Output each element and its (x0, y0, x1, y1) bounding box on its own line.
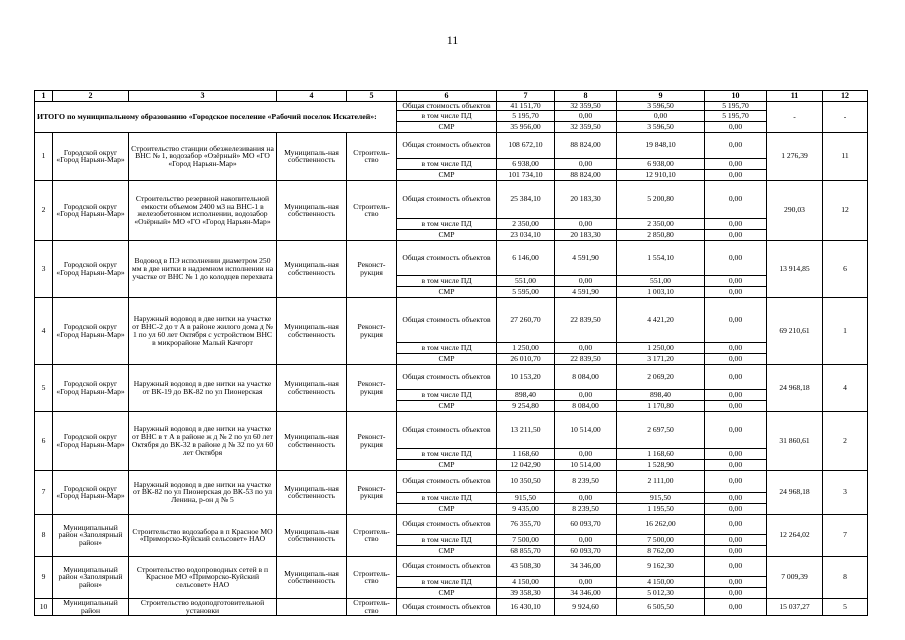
value-cell: 0,00 (705, 492, 767, 503)
value-cell: 0,00 (555, 534, 617, 545)
value-cell: 9 924,60 (555, 598, 617, 615)
column-header: 1 (35, 91, 53, 102)
table-row (35, 470, 868, 492)
value-cell: 10 350,50 (497, 470, 555, 492)
value-cell: 5 595,00 (497, 286, 555, 297)
ownership-cell: Муниципаль-ная собственность (277, 556, 347, 598)
value-cell: 0,00 (555, 342, 617, 353)
object-name-cell: Наружный водовод в две нитки на участке от ВК-82 по ул Пионерская до ВК-53 по ул Ленина, р-он д № 5 (129, 470, 277, 514)
metric-cell: Общая стоимость объектов (397, 364, 497, 389)
column-header: 9 (617, 91, 705, 102)
object-name-cell: Наружный водовод в две нитки на участке от ВНС-2 до т А в районе жилого дома д № 1 по ул 60 лет Октября с устройством ВНС в микрорайоне Малый Качгорт (129, 297, 277, 364)
value-cell: 5 200,80 (617, 180, 705, 218)
value-cell: 7 500,00 (497, 534, 555, 545)
metric-cell: СМР (397, 545, 497, 556)
value-cell: 4 421,20 (617, 297, 705, 342)
value-cell: 0,00 (705, 158, 767, 169)
metric-cell: Общая стоимость объектов (397, 470, 497, 492)
column-header-row (35, 91, 868, 102)
value-cell: 551,00 (497, 275, 555, 286)
value-cell: 0,00 (555, 389, 617, 400)
col11-cell: 24 968,18 (767, 364, 823, 411)
metric-cell: СМР (397, 286, 497, 297)
col12-cell: 12 (823, 180, 868, 240)
work-type-cell: Реконст-рукция (347, 297, 397, 364)
value-cell: 6 938,00 (497, 158, 555, 169)
value-cell: 1 168,60 (617, 448, 705, 459)
value-cell: 0,00 (555, 110, 617, 121)
value-cell: 3 596,50 (617, 121, 705, 132)
value-cell: 2 697,50 (617, 411, 705, 448)
metric-cell: Общая стоимость объектов (397, 411, 497, 448)
metric-cell: в том числе ПД (397, 110, 497, 121)
value-cell: 10 514,00 (555, 411, 617, 448)
col11-cell: 7 009,39 (767, 556, 823, 598)
district-cell: Муниципальный район «Заполярный район» (53, 514, 129, 556)
row-number: 1 (35, 132, 53, 180)
value-cell: 39 358,30 (497, 587, 555, 598)
value-cell: 12 910,10 (617, 169, 705, 180)
work-type-cell: Строитель-ство (347, 556, 397, 598)
value-cell: 8 084,00 (555, 364, 617, 389)
column-header: 4 (277, 91, 347, 102)
value-cell: 32 359,50 (555, 121, 617, 132)
value-cell: 16 262,00 (617, 514, 705, 534)
value-cell: 34 346,00 (555, 587, 617, 598)
value-cell: 0,00 (705, 400, 767, 411)
value-cell: 7 500,00 (617, 534, 705, 545)
col11-cell: 13 914,85 (767, 240, 823, 297)
ownership-cell: Муниципаль-ная собственность (277, 240, 347, 297)
district-cell: Городской округ «Город Нарьян-Мар» (53, 180, 129, 240)
value-cell: 551,00 (617, 275, 705, 286)
metric-cell: СМР (397, 121, 497, 132)
value-cell: 88 824,00 (555, 132, 617, 158)
table-row (35, 556, 868, 576)
metric-cell: СМР (397, 353, 497, 364)
value-cell: 0,00 (555, 576, 617, 587)
value-cell: 60 093,70 (555, 514, 617, 534)
row-number: 8 (35, 514, 53, 556)
value-cell: 0,00 (705, 297, 767, 342)
value-cell: 0,00 (705, 514, 767, 534)
value-cell: 108 672,10 (497, 132, 555, 158)
district-cell: Муниципальный район «Заполярный район» (53, 556, 129, 598)
value-cell: 0,00 (705, 411, 767, 448)
value-cell: 3 596,50 (617, 102, 705, 111)
value-cell: 2 350,00 (497, 218, 555, 229)
metric-cell: в том числе ПД (397, 576, 497, 587)
value-cell: 1 250,00 (497, 342, 555, 353)
metric-cell: Общая стоимость объектов (397, 556, 497, 576)
table-row (35, 297, 868, 342)
col11-cell: 15 037,27 (767, 598, 823, 615)
value-cell: 0,00 (705, 470, 767, 492)
col12-cell: 4 (823, 364, 868, 411)
district-cell: Городской округ «Город Нарьян-Мар» (53, 240, 129, 297)
value-cell: 0,00 (705, 169, 767, 180)
value-cell: 20 183,30 (555, 180, 617, 218)
value-cell: 0,00 (705, 545, 767, 556)
value-cell: 2 111,00 (617, 470, 705, 492)
value-cell: 23 034,10 (497, 229, 555, 240)
value-cell: 0,00 (705, 534, 767, 545)
value-cell: 915,50 (617, 492, 705, 503)
col12-cell: 3 (823, 470, 868, 514)
metric-cell: СМР (397, 400, 497, 411)
value-cell: 35 956,00 (497, 121, 555, 132)
metric-cell: в том числе ПД (397, 389, 497, 400)
column-header: 3 (129, 91, 277, 102)
value-cell: 4 591,90 (555, 240, 617, 275)
ownership-cell: Муниципаль-ная собственность (277, 514, 347, 556)
row-number: 9 (35, 556, 53, 598)
metric-cell: СМР (397, 587, 497, 598)
value-cell: 13 211,50 (497, 411, 555, 448)
district-cell: Городской округ «Город Нарьян-Мар» (53, 470, 129, 514)
col12-cell: - (823, 102, 868, 133)
column-header: 6 (397, 91, 497, 102)
metric-cell: Общая стоимость объектов (397, 598, 497, 615)
column-header: 5 (347, 91, 397, 102)
value-cell: 0,00 (705, 240, 767, 275)
value-cell: 22 839,50 (555, 297, 617, 342)
value-cell: 9 162,30 (617, 556, 705, 576)
object-name-cell: Водовод в ПЭ исполнении диаметром 250 мм в две нитки в надземном исполнении на участке от ВНС № 1 до колодцев перехвата (129, 240, 277, 297)
metric-cell: СМР (397, 229, 497, 240)
value-cell: 0,00 (705, 218, 767, 229)
column-header: 8 (555, 91, 617, 102)
metric-cell: Общая стоимость объектов (397, 180, 497, 218)
value-cell: 0,00 (705, 598, 767, 615)
metric-cell: в том числе ПД (397, 448, 497, 459)
col11-cell: 31 860,61 (767, 411, 823, 470)
object-name-cell: Строительство водоподготовительной установки (129, 598, 277, 615)
value-cell: 8 239,50 (555, 470, 617, 492)
table-row (35, 364, 868, 389)
value-cell: 5 012,30 (617, 587, 705, 598)
table-row (35, 240, 868, 275)
investment-table (34, 90, 868, 616)
work-type-cell: Строитель-ство (347, 180, 397, 240)
value-cell: 20 183,30 (555, 229, 617, 240)
value-cell: 19 848,10 (617, 132, 705, 158)
value-cell: 4 150,00 (617, 576, 705, 587)
value-cell: 0,00 (705, 503, 767, 514)
table-row (35, 598, 868, 615)
metric-cell: в том числе ПД (397, 342, 497, 353)
col11-cell: 12 264,02 (767, 514, 823, 556)
value-cell: 3 171,20 (617, 353, 705, 364)
column-header: 7 (497, 91, 555, 102)
metric-cell: в том числе ПД (397, 275, 497, 286)
value-cell: 2 350,00 (617, 218, 705, 229)
work-type-cell: Реконст-рукция (347, 240, 397, 297)
value-cell: 8 239,50 (555, 503, 617, 514)
ownership-cell: Муниципаль-ная собственность (277, 470, 347, 514)
value-cell: 26 010,70 (497, 353, 555, 364)
metric-cell: Общая стоимость объектов (397, 102, 497, 111)
row-number: 6 (35, 411, 53, 470)
ownership-cell: Муниципаль-ная собственность (277, 132, 347, 180)
value-cell: 12 042,90 (497, 459, 555, 470)
work-type-cell: Строитель-ство (347, 514, 397, 556)
work-type-cell: Строитель-ство (347, 132, 397, 180)
value-cell: 22 839,50 (555, 353, 617, 364)
value-cell: 16 430,10 (497, 598, 555, 615)
value-cell: 1 003,10 (617, 286, 705, 297)
metric-cell: Общая стоимость объектов (397, 514, 497, 534)
value-cell: 0,00 (705, 389, 767, 400)
row-number: 5 (35, 364, 53, 411)
work-type-cell: Строитель-ство (347, 598, 397, 615)
value-cell: 2 850,80 (617, 229, 705, 240)
value-cell: 0,00 (705, 448, 767, 459)
work-type-cell: Реконст-рукция (347, 364, 397, 411)
metric-cell: Общая стоимость объектов (397, 240, 497, 275)
ownership-cell (277, 598, 347, 615)
value-cell: 898,40 (497, 389, 555, 400)
value-cell: 6 938,00 (617, 158, 705, 169)
table-row (35, 132, 868, 158)
work-type-cell: Реконст-рукция (347, 411, 397, 470)
value-cell: 0,00 (705, 353, 767, 364)
value-cell: 1 528,90 (617, 459, 705, 470)
col11-cell: - (767, 102, 823, 133)
value-cell: 76 355,70 (497, 514, 555, 534)
value-cell: 0,00 (705, 459, 767, 470)
row-number: 2 (35, 180, 53, 240)
value-cell: 25 384,10 (497, 180, 555, 218)
district-cell: Городской округ «Город Нарьян-Мар» (53, 297, 129, 364)
value-cell: 0,00 (555, 275, 617, 286)
value-cell: 1 168,60 (497, 448, 555, 459)
value-cell: 0,00 (705, 342, 767, 353)
col12-cell: 1 (823, 297, 868, 364)
object-name-cell: Строительство водозабора в п Красное МО «Приморско-Куйский сельсовет» НАО (129, 514, 277, 556)
ownership-cell: Муниципаль-ная собственность (277, 297, 347, 364)
value-cell: 34 346,00 (555, 556, 617, 576)
column-header: 12 (823, 91, 868, 102)
value-cell: 5 195,70 (705, 110, 767, 121)
value-cell: 43 508,30 (497, 556, 555, 576)
col12-cell: 2 (823, 411, 868, 470)
district-cell: Городской округ «Город Нарьян-Мар» (53, 132, 129, 180)
value-cell: 1 170,80 (617, 400, 705, 411)
col12-cell: 5 (823, 598, 868, 615)
value-cell: 88 824,00 (555, 169, 617, 180)
value-cell: 0,00 (617, 110, 705, 121)
ownership-cell: Муниципаль-ная собственность (277, 411, 347, 470)
value-cell: 1 554,10 (617, 240, 705, 275)
value-cell: 0,00 (705, 556, 767, 576)
metric-cell: СМР (397, 503, 497, 514)
metric-cell: СМР (397, 169, 497, 180)
value-cell: 0,00 (555, 448, 617, 459)
column-header: 11 (767, 91, 823, 102)
value-cell: 915,50 (497, 492, 555, 503)
value-cell: 898,40 (617, 389, 705, 400)
value-cell: 0,00 (705, 121, 767, 132)
total-label: ИТОГО по муниципальному образованию «Городское поселение «Рабочий поселок Искателей»: (35, 102, 397, 133)
col11-cell: 69 210,61 (767, 297, 823, 364)
value-cell: 9 254,80 (497, 400, 555, 411)
row-number: 4 (35, 297, 53, 364)
value-cell: 0,00 (705, 180, 767, 218)
ownership-cell: Муниципаль-ная собственность (277, 364, 347, 411)
metric-cell: СМР (397, 459, 497, 470)
value-cell: 101 734,10 (497, 169, 555, 180)
metric-cell: в том числе ПД (397, 158, 497, 169)
value-cell: 0,00 (705, 587, 767, 598)
metric-cell: в том числе ПД (397, 218, 497, 229)
value-cell: 1 195,50 (617, 503, 705, 514)
value-cell: 8 084,00 (555, 400, 617, 411)
col12-cell: 7 (823, 514, 868, 556)
value-cell: 0,00 (705, 132, 767, 158)
value-cell: 5 195,70 (705, 102, 767, 111)
row-number: 7 (35, 470, 53, 514)
column-header: 2 (53, 91, 129, 102)
value-cell: 27 260,70 (497, 297, 555, 342)
row-number: 3 (35, 240, 53, 297)
row-number: 10 (35, 598, 53, 615)
district-cell: Городской округ «Город Нарьян-Мар» (53, 364, 129, 411)
value-cell: 0,00 (555, 492, 617, 503)
work-type-cell: Реконст-рукция (347, 470, 397, 514)
value-cell: 4 591,90 (555, 286, 617, 297)
metric-cell: Общая стоимость объектов (397, 132, 497, 158)
table-row (35, 514, 868, 534)
value-cell: 0,00 (705, 275, 767, 286)
col12-cell: 8 (823, 556, 868, 598)
table-row (35, 411, 868, 448)
value-cell: 0,00 (705, 229, 767, 240)
value-cell: 2 069,20 (617, 364, 705, 389)
ownership-cell: Муниципаль-ная собственность (277, 180, 347, 240)
object-name-cell: Строительство водопроводных сетей в п Красное МО «Приморско-Куйский сельсовет» НАО (129, 556, 277, 598)
value-cell: 60 093,70 (555, 545, 617, 556)
value-cell: 32 359,50 (555, 102, 617, 111)
col11-cell: 1 276,39 (767, 132, 823, 180)
value-cell: 10 514,00 (555, 459, 617, 470)
object-name-cell: Наружный водовод в две нитки на участке от ВНС в т А в районе ж д № 2 по ул 60 лет Октября до ВК-32 в районе д № 32 по ул 60 лет Октября (129, 411, 277, 470)
value-cell: 6 505,50 (617, 598, 705, 615)
value-cell: 0,00 (705, 364, 767, 389)
value-cell: 5 195,70 (497, 110, 555, 121)
value-cell: 0,00 (705, 576, 767, 587)
district-cell: Городской округ «Город Нарьян-Мар» (53, 411, 129, 470)
metric-cell: в том числе ПД (397, 492, 497, 503)
metric-cell: Общая стоимость объектов (397, 297, 497, 342)
value-cell: 9 435,00 (497, 503, 555, 514)
value-cell: 1 250,00 (617, 342, 705, 353)
col12-cell: 11 (823, 132, 868, 180)
col11-cell: 290,03 (767, 180, 823, 240)
col12-cell: 6 (823, 240, 868, 297)
value-cell: 0,00 (705, 286, 767, 297)
object-name-cell: Строительство станции обезжелезивания на ВНС № 1, водозабор «Озёрный» МО «ГО «Город Нарьян-Мар» (129, 132, 277, 180)
value-cell: 4 150,00 (497, 576, 555, 587)
metric-cell: в том числе ПД (397, 534, 497, 545)
total-row (35, 102, 868, 111)
value-cell: 6 146,00 (497, 240, 555, 275)
object-name-cell: Строительство резервной накопительной емкости объемом 2400 м3 на ВНС-1 в железобетонном исполнении, водозабор «Озёрный» МО «ГО «Город Нарьян-Мар» (129, 180, 277, 240)
value-cell: 10 153,20 (497, 364, 555, 389)
column-header: 10 (705, 91, 767, 102)
page-number: 11 (446, 33, 459, 47)
col11-cell: 24 968,18 (767, 470, 823, 514)
value-cell: 68 855,70 (497, 545, 555, 556)
table-row (35, 180, 868, 218)
object-name-cell: Наружный водовод в две нитки на участке от ВК-19 до ВК-82 по ул Пионерская (129, 364, 277, 411)
value-cell: 41 151,70 (497, 102, 555, 111)
value-cell: 0,00 (555, 218, 617, 229)
value-cell: 8 762,00 (617, 545, 705, 556)
value-cell: 0,00 (555, 158, 617, 169)
district-cell: Муниципальный район (53, 598, 129, 615)
